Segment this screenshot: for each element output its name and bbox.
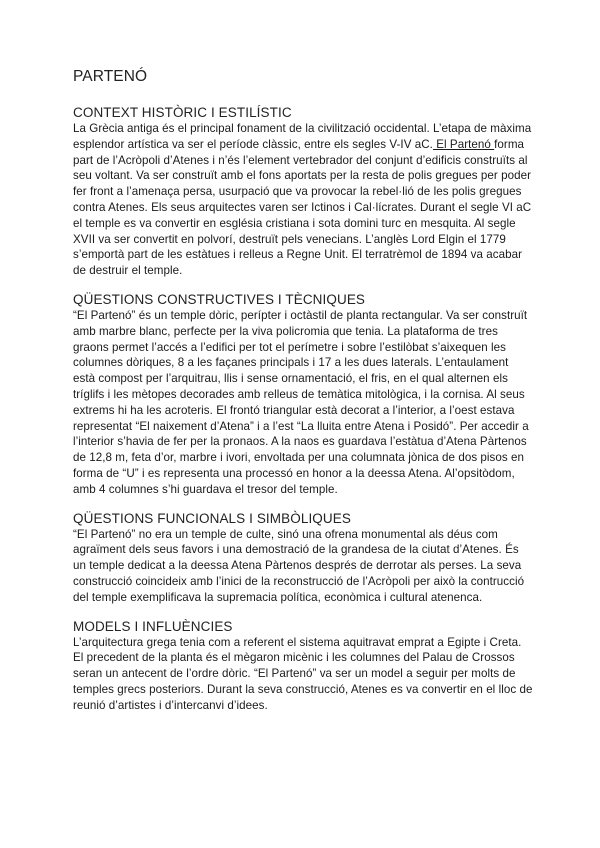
context-text-end: forma part de l’Acròpoli d’Atenes i n’és l’element vertebrador del conjunt d’edificis construïts al seu voltant. Va ser construït amb el fons aportats per la resta de polis gregues per poder fer front a l’amenaça persa, usurpació que va provocar la rebel·lió de les polis gregues contra Atenes. Els seus arquitectes varen ser Ictinos i Cal·lícrates. Durant el segle VI aC el temple es va convertir en església cristiana i sota domini turc en mesquita. Al segle XVII va ser convertit en polvorí, destruït pels venecians. L’anglès Lord Elgin el 1779 s’emportà part de les estàtues i relleus a Regne Unit. El terratrèmol de 1894 va acabar de destruir el temple. <box>73 137 532 278</box>
section-heading-constructive: QÜESTIONS CONSTRUCTIVES I TÈCNIQUES <box>73 291 366 307</box>
section-models <box>73 619 533 714</box>
section-heading-context: CONTEXT HISTÒRIC I ESTILÍSTIC <box>73 105 292 120</box>
document-title: PARTENÓ <box>73 68 148 85</box>
section-body-models: L’arquitectura grega tenia com a referent el sistema aquitravat emprat a Egipte i Creta. El precedent de la planta és el mègaron micènic i les columnes del Palau de Crossos seran un antecent de l’ordre dòric. “El Partenó” va ser un model a seguir per molts de temples grecs posteriors. Durant la seva construcció, Atenes es va convertir en el lloc de reunió d’artistes i d’intercanvi d’idees. <box>73 635 533 712</box>
context-text-start: La Grècia antiga és el principal fonament de la civilització occidental. L’etapa de màxima esplendor artística va ser el període clàssic, entre els segles V-IV aC. <box>73 122 532 151</box>
section-body-constructive: “El Partenó” és un temple dòric, perípter i octàstil de planta rectangular. Va ser construït amb marbre blanc, perfecte per la viva policromia que tenia. La plataforma de tres graons permet l’accés a l’edifici per tot el perímetre i sobre l’estilòbat s’aixequen les columnes dòriques, 8 a les façanes principals i 17 a les dues laterals. L’entaulament està compost per l’arquitrau, llis i sense ornamentació, el fris, en el qual alternen els tríglifs i les mètopes decorades amb relleus de temàtica mitològica, i la cornisa. Al seus extrems hi ha les acroteris. El frontó triangular està decorat a l’interior, a l’oest estava representat “El naixement d’Atena” i a l’est “La lluita entre Atena i Posidó”. Per accedir a l’interior s’havia de fer per la pronaos. A la naos es guardava l’estàtua d’Atena Pàrtenos de 12,8 m, feta d’or, marbre i ivori, envoltada per una columnata jònica de dos pisos en forma de “U” i es representa una processó en honor a la deessa Atena. Al’opsitòdom, amb 4 columnes s’hi guardava el tresor del temple. <box>73 308 529 496</box>
section-context <box>73 105 533 279</box>
section-constructive <box>73 292 533 498</box>
partenon-underlined-text: El Partenó <box>432 137 495 151</box>
section-body-context <box>73 121 533 279</box>
section-functional <box>73 511 533 606</box>
section-heading-functional: QÜESTIONS FUNCIONALS I SIMBÒLIQUES <box>73 510 351 526</box>
document-page <box>73 68 533 727</box>
section-heading-models: MODELS I INFLUÈNCIES <box>73 618 233 634</box>
section-body-functional: “El Partenó” no era un temple de culte, sinó una ofrena monumental als déus com agraïment dels seus favors i una demostració de la grandesa de la ciutat d’Atenes. És un temple dedicat a la deessa Atena Pàrtenos després de derrotar als perses. La seva construcció coincideix amb l’inici de la reconstrucció de l’Acròpoli per això la contrucció del temple exemplificava la supremacia política, econòmica i cultural atenenca. <box>73 527 525 604</box>
